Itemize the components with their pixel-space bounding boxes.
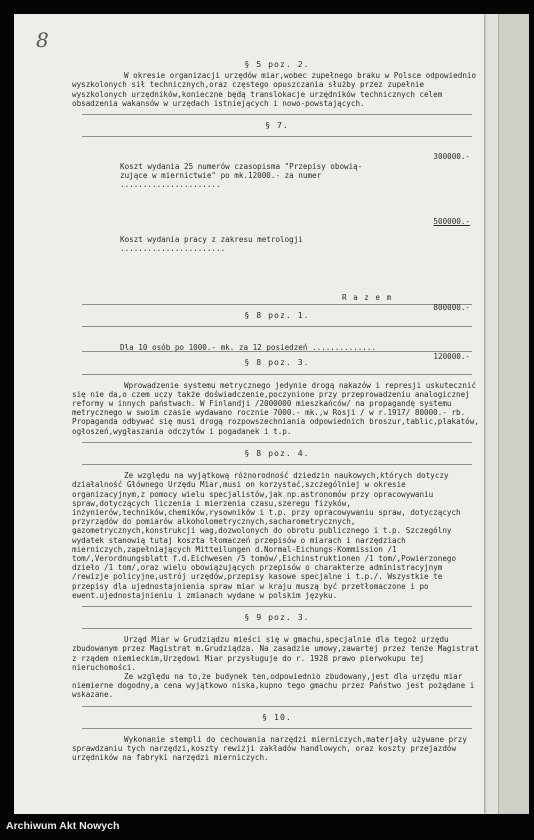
- section-divider: [82, 114, 472, 115]
- section-divider: [82, 442, 472, 443]
- section-divider: [82, 464, 472, 465]
- section-divider: [82, 326, 472, 327]
- handwritten-page-number: 8: [36, 28, 49, 52]
- section-paragraph: Urząd Miar w Grudziądzu mieści się w gmachu,specjalnie dla tegoż urzędu zbudowanym przez Magistrat m.Grudziądza. Na zasadzie umowy,zawartej przez tenże Magistrat z rządem niemieckim,Urzędowi Miar przysługuje do r. 1928 prawo pierwokupu tej nieruchomości.: [72, 635, 484, 672]
- document-page: [14, 14, 484, 814]
- section-divider: [82, 304, 472, 305]
- cost-row: [72, 143, 482, 217]
- section-paragraph: W okresie organizacji urzędów miar,wobec zupełnego braku w Polsce odpowiednio wyszkolonych sił technicznych,oraz częstego opuszczania służby przez zupełnie wyszkolonych urzędników,konieczne będą translokacje urzędników technicznych celem obsadzenia wakansów w urzędach istniejących i nowo-powstających.: [72, 71, 481, 108]
- cost-row: [72, 333, 482, 361]
- page-edge-outer: [498, 14, 529, 814]
- cost-label: Koszt wydania pracy z zakresu metrologji .......................: [120, 235, 308, 254]
- section-paragraph: Ze względu na to,że budynek ten,odpowiednio zbudowany,jest dla urzędu miar niemierne dogodny,a cena wyjątkowo niska,kupno tego gmachu przez Państwo jest pożądane i wskazane.: [72, 671, 479, 700]
- section-paragraph: Wprowadzenie systemu metrycznego jedynie drogą nakazów i represji uskutecznić się nie da,o czem uczy także doświadczenie,poczynione przy przeprowadzeniu analogicznej reformy w innych państwach. W Finlandji /2000000 mieszkańców/ na propagandę systemu metrycznego w swoim czasie wydawano rocznie 7000.- mk.,w Rosji / w r.1917/ 80000.- rb. Propaganda odbywać się musi drogą rozpowszechniania odpowiednich broszur,tablic,plakatów, ogłoszeń,wygłaszania odczytów i pogadanek i t.p.: [72, 380, 484, 436]
- section-divider: [82, 374, 472, 375]
- cost-amount: 500000.-: [433, 216, 470, 226]
- section-heading: § 7.: [265, 120, 289, 131]
- section-heading: § 8 poz. 1.: [244, 310, 310, 321]
- cost-row: [72, 217, 482, 281]
- archive-footer: [0, 814, 534, 840]
- total-row: [72, 284, 482, 312]
- cost-label: Dla 10 osób po 1000.- mk. za 12 posiedzeń ..............: [120, 342, 377, 352]
- section-divider: [82, 628, 472, 629]
- section-heading: § 5 poz. 2.: [244, 59, 310, 69]
- cost-amount: 120000.-: [433, 351, 470, 361]
- section-divider: [82, 706, 472, 707]
- total-amount: 800000.-: [433, 302, 470, 312]
- section-heading: § 10.: [262, 711, 292, 722]
- document-body: [72, 60, 482, 762]
- section-heading: § 8 poz. 4.: [244, 447, 310, 458]
- section-paragraph: Ze względu na wyjątkową różnorodność dziedzin naukowych,których dotyczy działalność Głównego Urzędu Miar,musi on korzystać,szczególniej w okresie organizacyjnym,z pomocy wielu specjalistów,jak np.astronomów przy opracowywaniu spraw,dotyczących liczenia i mierzenia czasu,szeregu fizyków, inżynierów,techników,chemików,rysowników i t.p. przy opracowywaniu spraw, dotyczących przyrządów do pomiarów alkoholometrycznych,sacharometrycznych, gazometrycznych,konstrukcji wag,dozwolonych do obrotu publicznego i t.p. Szczególny wydatek stanowią tutaj koszta tłomaczeń przepisów o miarach i narzędziach mierniczych,zapełniających Mitteilungen d.Normal-Eichungs-Kommission /1 tom/,Verordnungsblatt f.d.Eichwesen /5 tomów/,Eichinstruktionen /1 tom/,Powierzonego dzieło /1 tom/,oraz wielu obowiązujących przepisów o charakterze administracyjnym /rewizje policyjne,ustrój urzędów,przepisy kasowe specjalne i t.p./. Wszystkie te przepisy dla ujednostajnienia spraw miar w kraju muszą być przetłomaczone i po ewent.ujednostajnieniu i zmianach wydane w polskim języku.: [72, 471, 466, 600]
- section-heading: § 9 poz. 3.: [244, 611, 310, 622]
- cost-amount: 300000.-: [433, 152, 470, 162]
- archive-watermark: Archiwum Akt Nowych: [6, 820, 120, 832]
- total-label: R a z e m: [342, 293, 393, 303]
- section-paragraph: Wykonanie stempli do cechowania narzędzi mierniczych,materjały używane przy sprawdzaniu tych narzędzi,koszty rewizji zakładów handlowych, oraz koszty przejazdów urzędników na fabryki narzędzi mierniczych.: [72, 734, 472, 763]
- section-divider: [82, 136, 472, 137]
- section-heading: § 8 poz. 3.: [244, 357, 310, 368]
- section-divider: [82, 606, 472, 607]
- section-divider: [82, 728, 472, 729]
- cost-label: Koszt wydania 25 numerów czasopisma "Przepisy obowią- zujące w miernictwie" po mk.12000.- za numer ......................: [120, 161, 363, 190]
